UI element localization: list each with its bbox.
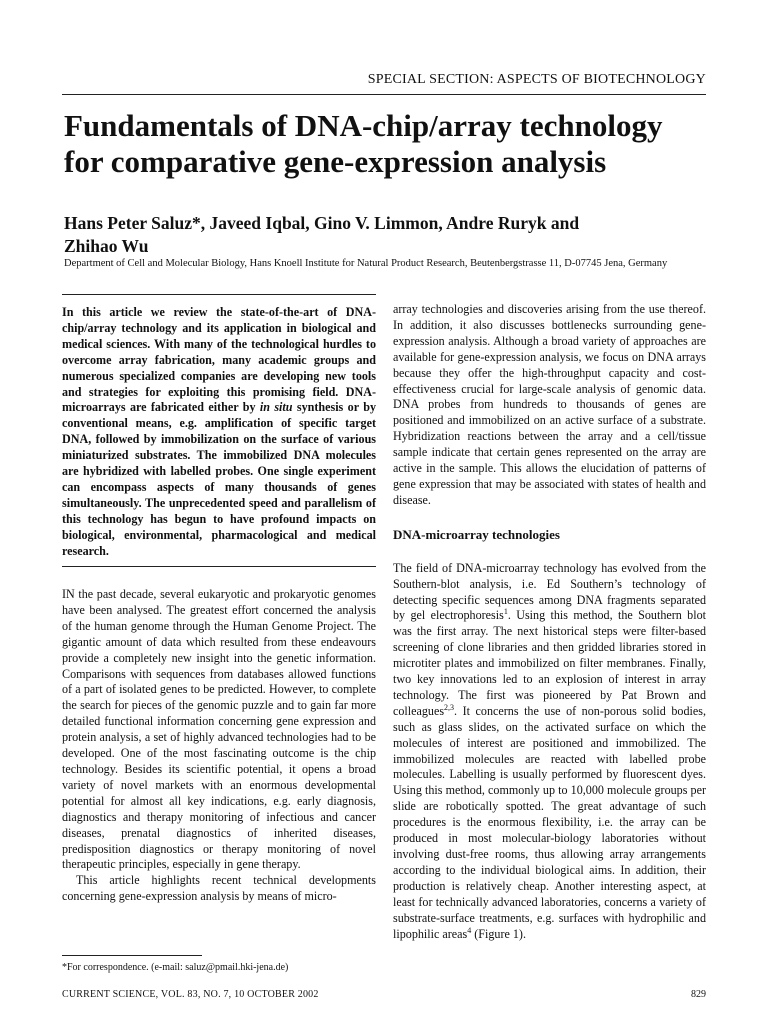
affiliation: Department of Cell and Molecular Biology, Hans Knoell Institute for Natural Product Research, Beutenbergstrasse 11, D-07745 Jena, Germany	[64, 258, 668, 269]
page-number: 829	[691, 989, 706, 1000]
abstract	[62, 294, 376, 567]
p3-text-4: (Figure 1).	[471, 926, 526, 941]
citation-2-3: 2,3	[444, 702, 455, 712]
paragraph-2-continued: array technologies and discoveries arising from the use thereof. In addition, it also discusses bottlenecks surrounding gene-expression analysis. Although a broad variety of approaches are available for gene-expression analysis, we focus on DNA arrays because they offer the high-throughput capacity and cost-effectiveness crucial for large-scale analysis of genomic data. DNA probes from hundreds to thousands of genes are positioned and immobilized on an active surface of a substrate. Hybridization reactions between the array and a cell/tissue sample indicate that certain genes represented on the array are active in the sample. This allows the elucidation of patterns of gene expression that may be associated with states of health and disease.	[393, 302, 706, 507]
abstract-text-1: In this article we review the state-of-the-art of DNA-chip/array technology and its application in biological and medical sciences. With many of the technological hurdles to overcome array fabrication, many academic groups and numerous specialized companies are developing new tools and strategies for exploiting this promising field. DNA-microarrays are fabricated either by	[62, 305, 376, 415]
abstract-italic: in situ	[259, 400, 293, 415]
article-title	[64, 108, 704, 180]
footnote-rule	[62, 955, 202, 956]
section-header: SPECIAL SECTION: ASPECTS OF BIOTECHNOLOGY	[367, 72, 706, 87]
journal-citation: CURRENT SCIENCE, VOL. 83, NO. 7, 10 OCTOBER 2002	[62, 989, 319, 1000]
intro-text: the past decade, several eukaryotic and prokaryotic genomes have been analysed. The greatest effort concerned the analysis of the human genome through the Human Genome Project. The gigantic amount of data which resulted from these endeavours provide a completely new insight into the genetic information. Comparisons with sequences from databases allowed functions of a part of isolated genes to be predicted. However, to complete the search for pieces of the genomic puzzle and to gain far more detailed functional information concerning gene expression and protein analysis, a set of highly advanced technologies had to be developed. One of the most fascinating outcome is the chip technology. Besides its scientific potential, it opens a broad variety of novel markets with an enormous developmental potential for almost all key indications, e.g. early diagnosis, diagnostics and therapy monitoring of infectious and cancer diseases, prenatal diagnostics of inherited diseases, predisposition diagnostics or therapy monitoring of novel therapeutic principles, especially in gene therapy.	[62, 587, 376, 872]
smallcap-letter: N	[66, 587, 75, 601]
intro-paragraph	[62, 587, 376, 873]
authors-line-2: Zhihao Wu	[64, 236, 149, 256]
citation-4: 4	[467, 925, 472, 935]
section-heading: DNA-microarray technologies	[393, 526, 560, 542]
paragraph-2-start: This article highlights recent technical developments concerning gene-expression analysis by means of micro-	[62, 873, 376, 904]
citation-1: 1	[503, 607, 508, 617]
header-rule	[62, 94, 706, 95]
body-column-right	[393, 302, 706, 942]
p3-text-1: The field of DNA-microarray technology has evolved from the Southern-blot analysis, i.e. Ed Southern’s technology of detecting specific sequences among DNA fragments separated by gel electrophoresis	[393, 560, 706, 623]
body-column-left	[62, 587, 376, 905]
paragraph-3	[393, 561, 706, 943]
title-line-1: Fundamentals of DNA-chip/array technology	[64, 108, 663, 143]
title-line-2: for comparative gene-expression analysis	[64, 144, 607, 179]
abstract-text-2: synthesis or by conventional means, e.g. amplification of specific target DNA, followed by immobilization on the surface of various miniaturized substrates. The immobilized DNA molecules are hybridized with labelled probes. One single experiment can encompass aspects of many thousands of genes simultaneously. The unprecedented speed and parallelism of this technology has begun to have profound impacts on biological, environmental, pharmacological and medical research.	[62, 400, 376, 558]
dropcap-letter: I	[62, 587, 67, 601]
author-list	[64, 212, 704, 258]
authors-line-1: Hans Peter Saluz*, Javeed Iqbal, Gino V. Limmon, Andre Ruryk and	[64, 213, 580, 233]
p3-text-3: . It concerns the use of non-porous solid bodies, such as glass slides, on the activated surface on which the molecules of interest are positioned and immobilized. The immobilized molecules are reacted with labelled probe molecules. Labelling is usually performed by fluorescent dyes. Using this method, commonly up to 10,000 molecule groups per slide are robotically spotted. The great advantage of such procedures is the enormous flexibility, i.e. the array can be produced in most molecular-biology laboratories without involving dust-free rooms, thus allowing array arrangements according to the individual biological aims. In addition, their production is relatively cheap. Another interesting aspect, at least for technically advanced laboratories, concerns a variety of substrate-surface treatments, e.g. surfaces with hydrophilic and lipophilic areas	[393, 703, 706, 941]
correspondence-footnote: *For correspondence. (e-mail: saluz@pmail.hki-jena.de)	[62, 962, 289, 973]
p3-text-2: . Using this method, the Southern blot was the first array. The next historical steps were filter-based screening of clone libraries and then gridded libraries stored in microtiter plates and immobilized on filter membranes. Finally, two key innovations led to an explosion of interest in array technology. The first was pioneered by Pat Brown and colleagues	[393, 608, 707, 718]
